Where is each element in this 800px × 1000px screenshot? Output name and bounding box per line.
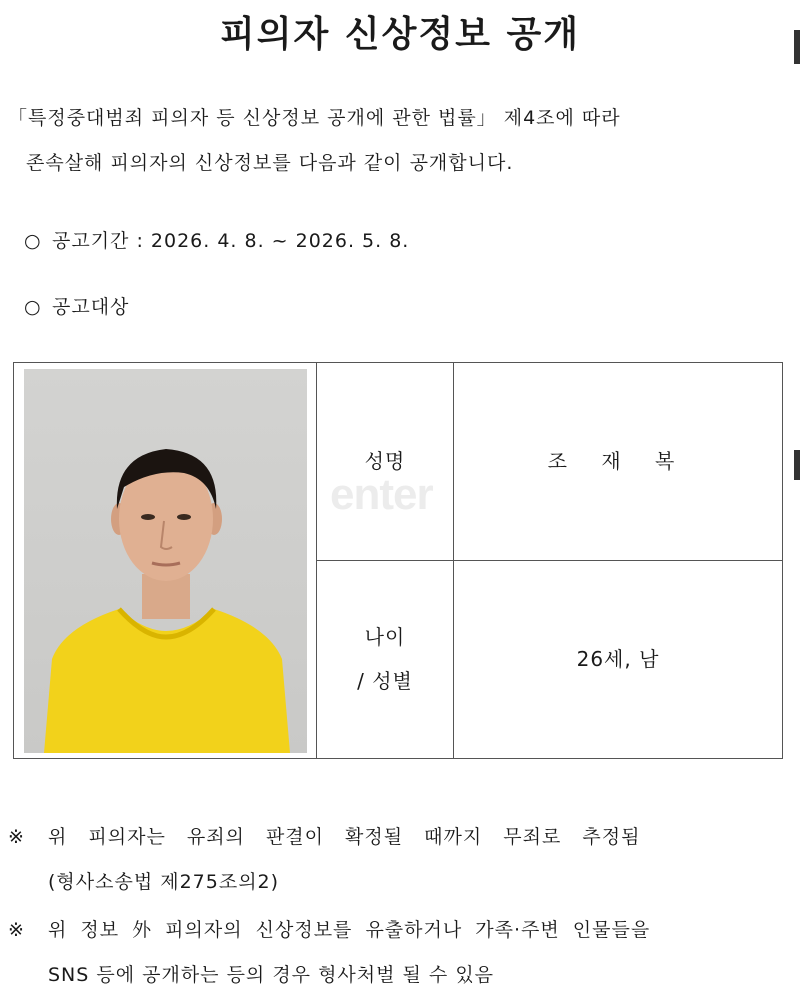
- name-value-cell: [454, 363, 782, 561]
- note-presumption-line2: (형사소송법 제275조의2): [48, 871, 280, 893]
- circle-bullet-icon: ○: [24, 230, 42, 252]
- suspect-photo-illustration: [24, 369, 307, 753]
- name-label: 성명: [317, 363, 454, 561]
- intro-line-1: 「특정중대범죄 피의자 등 신상정보 공개에 관한 법률」 제4조에 따라: [8, 107, 621, 129]
- note-presumption-line1: 위 피의자는 유죄의 판결이 확정될 때까지 무죄로 추정됨: [48, 826, 641, 848]
- note-warning: [8, 908, 798, 998]
- age-gender-value: 26세, 남: [576, 647, 660, 672]
- suspect-photo: [24, 369, 307, 753]
- notice-period-text: 공고기간 : 2026. 4. 8. ~ 2026. 5. 8.: [52, 230, 410, 252]
- photo-cell: [14, 363, 317, 758]
- reference-mark-icon: ※: [8, 919, 25, 941]
- age-label: 나이: [364, 625, 406, 650]
- page-edge-mark: [794, 30, 800, 64]
- note-warning-line1: 위 정보 外 피의자의 신상정보를 유출하거나 가족·주변 인물들을: [48, 919, 651, 941]
- circle-bullet-icon: ○: [24, 296, 42, 318]
- page-edge-mark: [794, 450, 800, 480]
- suspect-info-table: [13, 362, 783, 759]
- gender-label: / 성별: [357, 669, 413, 694]
- notice-target-text: 공고대상: [52, 296, 130, 318]
- note-warning-line2: SNS 등에 공개하는 등의 경우 형사처벌 될 수 있음: [48, 964, 495, 986]
- notice-target: [24, 292, 129, 319]
- intro-line-2: 존속살해 피의자의 신상정보를 다음과 같이 공개합니다.: [26, 152, 514, 174]
- note-presumption: [8, 815, 798, 905]
- name-value: 조 재 복: [547, 449, 689, 474]
- page-title: 피의자 신상정보 공개: [219, 14, 581, 55]
- watermark-logo: enter: [330, 470, 433, 519]
- age-gender-label: [317, 561, 454, 759]
- intro-text: [8, 96, 793, 186]
- reference-mark-icon: ※: [8, 826, 25, 848]
- notice-period: [24, 226, 409, 253]
